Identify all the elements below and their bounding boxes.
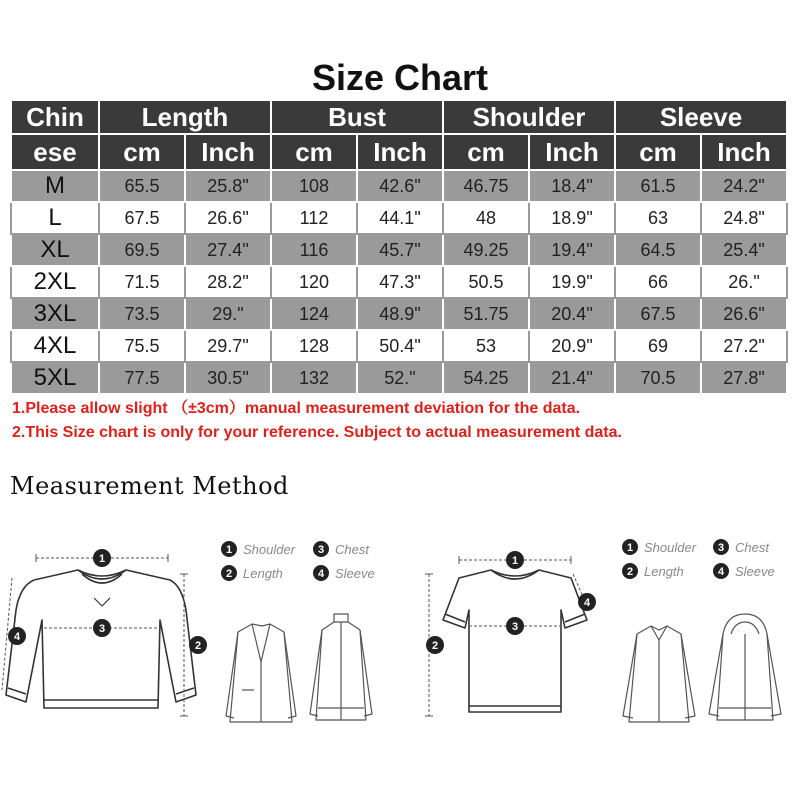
table-body xyxy=(11,170,787,394)
marker-4 xyxy=(578,593,596,611)
marker-1 xyxy=(506,551,524,569)
value-cell: 53 xyxy=(443,330,529,362)
svg-text:Length: Length xyxy=(644,564,684,579)
value-cell: 44.1" xyxy=(357,202,443,234)
value-cell: 29.7" xyxy=(185,330,271,362)
size-cell: 4XL xyxy=(11,330,99,362)
value-cell: 45.7" xyxy=(357,234,443,266)
svg-text:3: 3 xyxy=(98,623,106,635)
value-cell: 124 xyxy=(271,298,357,330)
value-cell: 48.9" xyxy=(357,298,443,330)
value-cell: 48 xyxy=(443,202,529,234)
value-cell: 19.9" xyxy=(529,266,615,298)
svg-text:2: 2 xyxy=(225,568,233,580)
value-cell: 69.5 xyxy=(99,234,185,266)
svg-text:3: 3 xyxy=(511,621,519,633)
header-shoulder: Shoulder xyxy=(443,100,615,134)
measure-ticks xyxy=(425,556,571,716)
value-cell: 27.8" xyxy=(701,362,787,394)
header-chinese-bottom: ese xyxy=(11,134,99,170)
value-cell: 18.9" xyxy=(529,202,615,234)
value-cell: 27.4" xyxy=(185,234,271,266)
value-cell: 66 xyxy=(615,266,701,298)
value-cell: 52." xyxy=(357,362,443,394)
value-cell: 25.8" xyxy=(185,170,271,202)
value-cell: 49.25 xyxy=(443,234,529,266)
svg-text:Length: Length xyxy=(243,566,283,581)
value-cell: 63 xyxy=(615,202,701,234)
value-cell: 25.4" xyxy=(701,234,787,266)
value-cell: 42.6" xyxy=(357,170,443,202)
unit-header: cm xyxy=(99,134,185,170)
size-cell: 2XL xyxy=(11,266,99,298)
table-row xyxy=(11,170,787,202)
value-cell: 19.4" xyxy=(529,234,615,266)
value-cell: 54.25 xyxy=(443,362,529,394)
size-cell: M xyxy=(11,170,99,202)
value-cell: 108 xyxy=(271,170,357,202)
svg-text:3: 3 xyxy=(717,542,725,554)
legend xyxy=(221,541,375,581)
value-cell: 50.4" xyxy=(357,330,443,362)
value-cell: 112 xyxy=(271,202,357,234)
value-cell: 67.5 xyxy=(615,298,701,330)
shirt-icon xyxy=(623,626,695,722)
unit-header: Inch xyxy=(357,134,443,170)
notes xyxy=(12,397,788,445)
table-row xyxy=(11,234,787,266)
value-cell: 28.2" xyxy=(185,266,271,298)
table-row xyxy=(11,202,787,234)
unit-header: Inch xyxy=(701,134,787,170)
table-row xyxy=(11,298,787,330)
value-cell: 77.5 xyxy=(99,362,185,394)
value-cell: 26.6" xyxy=(185,202,271,234)
marker-3 xyxy=(93,619,111,637)
long-sleeve-diagram xyxy=(0,530,395,730)
blazer-icon xyxy=(226,624,296,722)
svg-text:4: 4 xyxy=(13,631,21,643)
value-cell: 51.75 xyxy=(443,298,529,330)
marker-2 xyxy=(189,636,207,654)
note-2: 2.This Size chart is only for your reference. Subject to actual measurement data. xyxy=(12,424,622,441)
svg-text:4: 4 xyxy=(717,566,725,578)
svg-text:4: 4 xyxy=(583,597,591,609)
zip-jacket-icon xyxy=(310,614,372,720)
value-cell: 75.5 xyxy=(99,330,185,362)
value-cell: 73.5 xyxy=(99,298,185,330)
value-cell: 20.9" xyxy=(529,330,615,362)
value-cell: 50.5 xyxy=(443,266,529,298)
svg-text:Chest: Chest xyxy=(735,540,769,555)
value-cell: 18.4" xyxy=(529,170,615,202)
marker-2 xyxy=(426,636,444,654)
table-row xyxy=(11,362,787,394)
short-sleeve-diagram xyxy=(405,530,800,730)
size-cell: 5XL xyxy=(11,362,99,394)
svg-text:4: 4 xyxy=(317,568,325,580)
svg-text:2: 2 xyxy=(194,640,202,652)
value-cell: 21.4" xyxy=(529,362,615,394)
value-cell: 26." xyxy=(701,266,787,298)
svg-text:Chest: Chest xyxy=(335,542,369,557)
svg-text:3: 3 xyxy=(317,544,325,556)
size-cell: XL xyxy=(11,234,99,266)
value-cell: 67.5 xyxy=(99,202,185,234)
value-cell: 128 xyxy=(271,330,357,362)
value-cell: 120 xyxy=(271,266,357,298)
header-bust: Bust xyxy=(271,100,443,134)
svg-text:Sleeve: Sleeve xyxy=(735,564,775,579)
header-sleeve: Sleeve xyxy=(615,100,787,134)
value-cell: 24.2" xyxy=(701,170,787,202)
size-cell: 3XL xyxy=(11,298,99,330)
marker-1 xyxy=(93,549,111,567)
value-cell: 71.5 xyxy=(99,266,185,298)
table-row xyxy=(11,330,787,362)
value-cell: 20.4" xyxy=(529,298,615,330)
header-chinese-top: Chin xyxy=(11,100,99,134)
svg-text:Shoulder: Shoulder xyxy=(644,540,697,555)
marker-4 xyxy=(8,627,26,645)
size-table xyxy=(10,99,788,395)
unit-header: Inch xyxy=(185,134,271,170)
note-1: 1.Please allow slight （±3cm）manual measurement deviation for the data. xyxy=(12,400,581,417)
value-cell: 47.3" xyxy=(357,266,443,298)
value-cell: 27.2" xyxy=(701,330,787,362)
value-cell: 30.5" xyxy=(185,362,271,394)
value-cell: 46.75 xyxy=(443,170,529,202)
unit-header: cm xyxy=(615,134,701,170)
unit-header: cm xyxy=(443,134,529,170)
value-cell: 69 xyxy=(615,330,701,362)
svg-text:2: 2 xyxy=(626,566,634,578)
measurement-method-title: Measurement Method xyxy=(10,472,289,500)
marker-3 xyxy=(506,617,524,635)
value-cell: 70.5 xyxy=(615,362,701,394)
value-cell: 65.5 xyxy=(99,170,185,202)
svg-text:Sleeve: Sleeve xyxy=(335,566,375,581)
value-cell: 24.8" xyxy=(701,202,787,234)
value-cell: 29." xyxy=(185,298,271,330)
size-cell: L xyxy=(11,202,99,234)
value-cell: 116 xyxy=(271,234,357,266)
svg-text:1: 1 xyxy=(98,553,106,565)
sweater-outline-icon xyxy=(6,570,196,708)
unit-header: Inch xyxy=(529,134,615,170)
table-row xyxy=(11,266,787,298)
value-cell: 61.5 xyxy=(615,170,701,202)
legend xyxy=(622,539,775,579)
header-length: Length xyxy=(99,100,271,134)
value-cell: 132 xyxy=(271,362,357,394)
svg-text:1: 1 xyxy=(626,542,634,554)
svg-text:Shoulder: Shoulder xyxy=(243,542,296,557)
unit-header: cm xyxy=(271,134,357,170)
value-cell: 26.6" xyxy=(701,298,787,330)
measure-lines xyxy=(429,560,589,716)
svg-text:2: 2 xyxy=(431,640,439,652)
table-header xyxy=(11,100,787,170)
size-chart-title: Size Chart xyxy=(311,57,489,98)
svg-text:1: 1 xyxy=(511,555,519,567)
hoodie-icon xyxy=(709,614,781,720)
value-cell: 64.5 xyxy=(615,234,701,266)
svg-text:1: 1 xyxy=(225,544,233,556)
tshirt-outline-icon xyxy=(443,570,587,712)
